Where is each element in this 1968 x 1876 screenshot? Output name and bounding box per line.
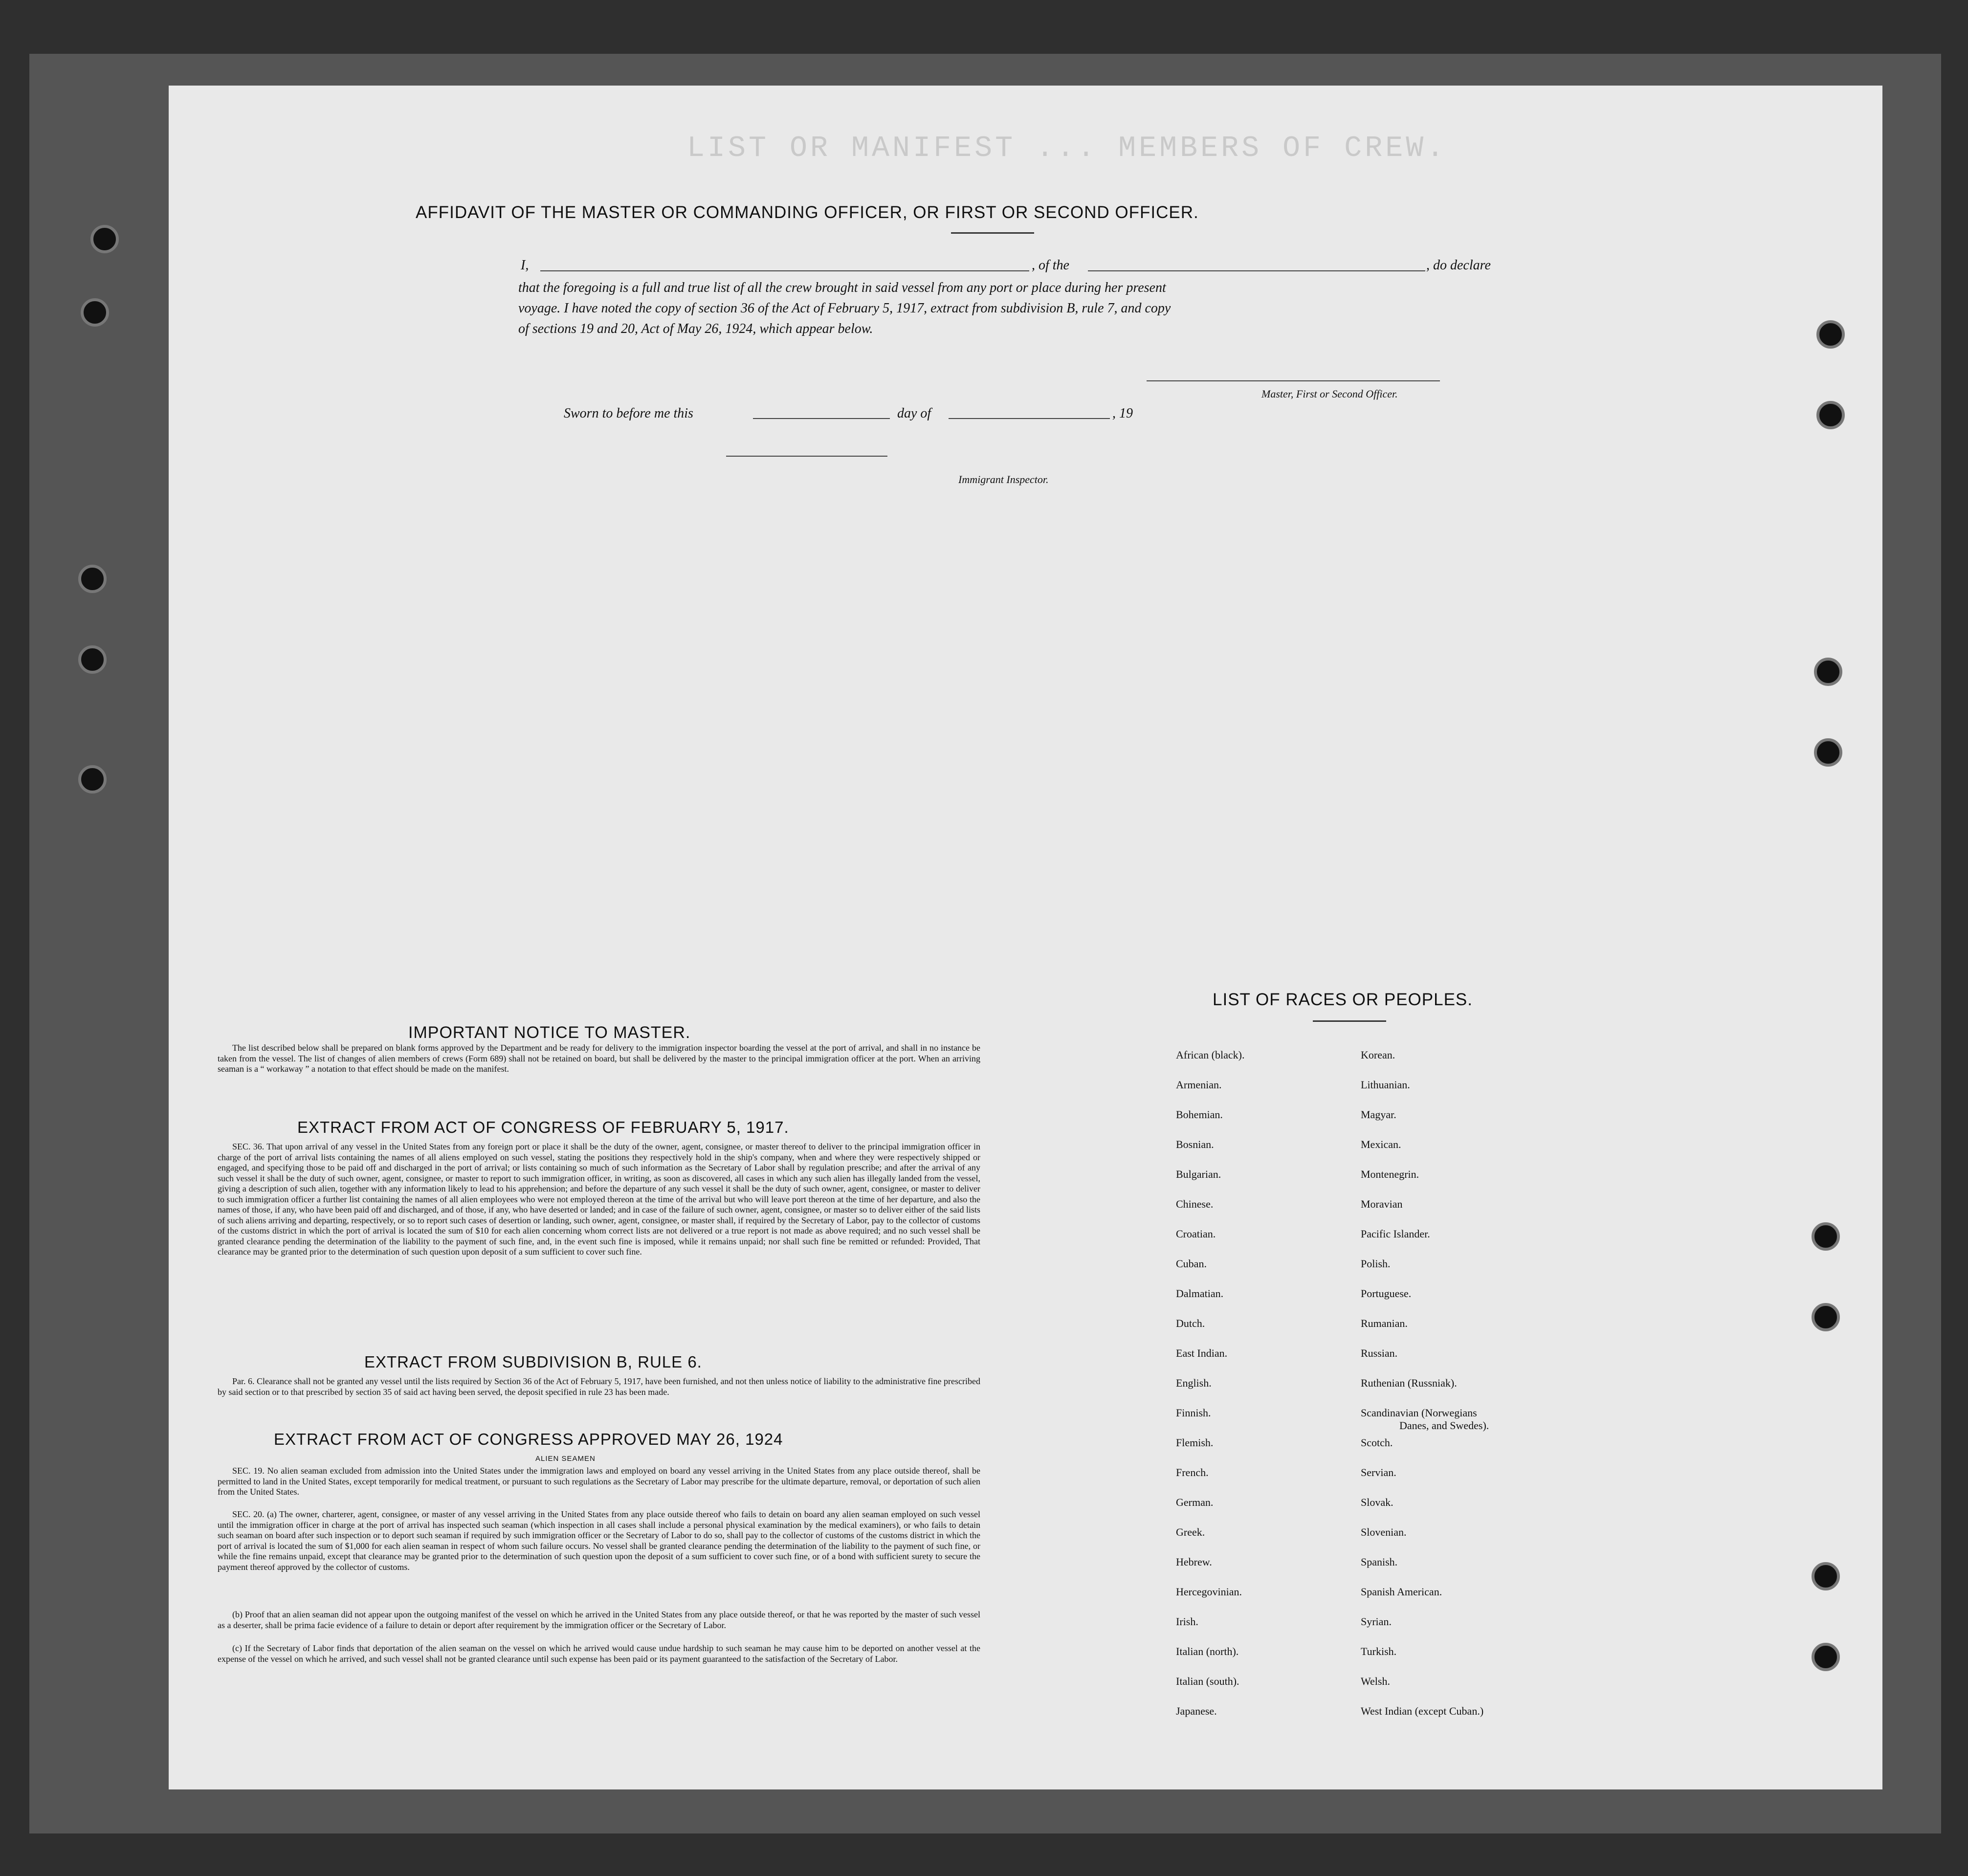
races-divider: [1313, 1020, 1386, 1022]
race-item: Spanish American.: [1361, 1586, 1442, 1598]
race-item: German.: [1176, 1496, 1214, 1508]
race-item: Dalmatian.: [1176, 1287, 1224, 1300]
race-item: Slovenian.: [1361, 1526, 1407, 1538]
binder-hole: [1814, 738, 1842, 767]
binder-hole: [1816, 401, 1845, 429]
bleed-through-text: LIST OR MANIFEST ... MEMBERS OF CREW.: [687, 132, 1447, 165]
extract-1924-title: EXTRACT FROM ACT OF CONGRESS APPROVED MAY 26, 1924: [274, 1430, 783, 1448]
race-item: Bohemian.: [1176, 1108, 1223, 1121]
race-item: Servian.: [1361, 1466, 1396, 1479]
inspector-signature-line: [726, 456, 887, 457]
sworn-day-line: [753, 418, 890, 419]
race-item: Hebrew.: [1176, 1556, 1212, 1568]
sec-20a-body: SEC. 20. (a) The owner, charterer, agent, consignee, or master of any vessel arriving in the United States from any place outside thereof who fails to detain on board any alien seaman employed on such vessel until the immigration officer in charge at the port of arrival has inspected such seaman (which inspection in all cases shall include a personal physical examination by the medical examiners), or who fails to detain such seaman on board after such inspection or to deport such seaman if required by such immigration officer or the Secretary of Labor to do so, shall pay to the collector of customs of the customs district in which the port of arrival is located the sum of $1,000 for each alien seaman in respect of whom such failure occurs. No vessel shall be granted clearance pending the determination of the liability to the payment of such fine, or while the fine remains unpaid, except that clearance may be granted prior to the determination of such question upon the deposit of a sum sufficient to cover such fine, or of a bond with sufficient surety to secure the payment thereof approved by the collector of customs.: [218, 1509, 980, 1572]
race-item: Polish.: [1361, 1258, 1391, 1270]
race-item: English.: [1176, 1377, 1212, 1389]
binder-hole: [1816, 320, 1845, 349]
race-item: Armenian.: [1176, 1079, 1222, 1091]
race-item: Bosnian.: [1176, 1138, 1214, 1150]
affidavit-declare: , do declare: [1426, 258, 1491, 273]
notice-body: The list described below shall be prepared on blank forms approved by the Department and be ready for delivery to the immigration inspector boarding the vessel at the port of arrival, and shall in no instance be taken from the vessel. The list of changes of alien members of crews (Form 689) shall not be retained on board, but shall be delivered by the master to the principal immigration officer at the port. When an arriving seaman is a “ workaway ” a notation to that effect should be made on the manifest.: [218, 1043, 980, 1074]
race-item: Ruthenian (Russniak).: [1361, 1377, 1457, 1389]
sec-20c-body: (c) If the Secretary of Labor finds that deportation of the alien seaman on the vessel on which he arrived would cause undue hardship to such seaman he may cause him to be deported on another vessel at the expense of the vessel on which he arrived, and such vessel shall not be granted clearance until such expense has been paid or its payment guaranteed to the satisfaction of the Secretary of Labor.: [218, 1643, 980, 1664]
race-item: Cuban.: [1176, 1258, 1207, 1270]
name-line: [540, 270, 1029, 271]
race-item: Croatian.: [1176, 1228, 1216, 1240]
race-item: Korean.: [1361, 1049, 1395, 1061]
sec-19-body: SEC. 19. No alien seaman excluded from admission into the United States under the immigration laws and employed on board any vessel arriving in the United States from any place outside thereof, shall be permitted to land in the United States, except temporarily for medical treatment, or pursuant to such regulations as the Secretary of Labor may prescribe for the ultimate departure, removal, or deportation of such alien from the United States.: [218, 1466, 980, 1497]
affidavit-text-line-4: of sections 19 and 20, Act of May 26, 1924, which appear below.: [518, 321, 873, 336]
sec-20b-body: (b) Proof that an alien seaman did not appear upon the outgoing manifest of the vessel on which he arrived in the United States from any place outside thereof, or that he was reported by the master of such vessel as a deserter, shall be prima facie evidence of a failure to detain or deport after requirement by the immigration officer or the Secretary of Labor.: [218, 1610, 980, 1630]
race-item: West Indian (except Cuban.): [1361, 1705, 1484, 1717]
race-item: Pacific Islander.: [1361, 1228, 1430, 1240]
race-item: Moravian: [1361, 1198, 1403, 1210]
affidavit-of-the: , of the: [1032, 258, 1069, 273]
race-item: Montenegrin.: [1361, 1168, 1419, 1180]
race-item: Welsh.: [1361, 1675, 1390, 1687]
race-item: Greek.: [1176, 1526, 1205, 1538]
race-item: East Indian.: [1176, 1347, 1228, 1359]
race-item: Japanese.: [1176, 1705, 1217, 1717]
extract-1917-title: EXTRACT FROM ACT OF CONGRESS OF FEBRUARY 5, 1917.: [297, 1118, 789, 1136]
binder-hole: [78, 765, 107, 794]
races-title: LIST OF RACES OR PEOPLES.: [1213, 990, 1473, 1009]
binder-hole: [1812, 1303, 1840, 1331]
race-item: Lithuanian.: [1361, 1079, 1410, 1091]
alien-seamen-subtitle: ALIEN SEAMEN: [535, 1455, 596, 1463]
master-label: Master, First or Second Officer.: [1261, 388, 1398, 400]
race-item: Russian.: [1361, 1347, 1398, 1359]
race-item: Mexican.: [1361, 1138, 1401, 1150]
extract-1917-body: SEC. 36. That upon arrival of any vessel in the United States from any foreign port or place it shall be the duty of the owner, agent, consignee, or master thereof to deliver to the principal immigration officer in charge of the port of arrival lists containing the names of all aliens employed on such vessel, stating the positions they respectively hold in the ship's company, when and where they were respectively shipped or engaged, and specifying those to be paid off and discharged in the port of arrival; or lists containing so much of such information as the Secretary of Labor shall by regulation prescribe; and after the arrival of any such vessel it shall be the duty of such owner, agent, consignee, or master to report to such immigration officer, in writing, as soon as discovered, all cases in which any such alien has illegally landed from the vessel, giving a description of such alien, together with any information likely to lead to his apprehension; and before the departure of any such vessel it shall be the duty of such owner, agent, consignee, or master to deliver to such immigration officer a further list containing the names of all alien employees who were not employed thereon at the time of the arrival but who will leave port thereon at the time of her departure, and also the names of those, if any, who have been paid off and discharged, and of those, if any, who have deserted or landed; and in case of the failure of such owner, agent, consignee, or master so to deliver either of the said lists of such aliens arriving and departing, respectively, or so to report such cases of desertion or landing, such owner, agent, consignee, or master shall, if required by the Secretary of Labor, pay to the collector of customs of the customs district in which the port of arrival is located the sum of $10 for each alien concerning whom correct lists are not delivered or a true report is not made as above required; and no such vessel shall be granted clearance pending the determination of the liability to the payment of such fine, and, in the event such fine is imposed, while it remains unpaid; nor shall such fine be remitted or refunded: Provided, That clearance may be granted prior to the determination of such question upon deposit of a sum sufficient to cover such fine.: [218, 1142, 980, 1257]
sworn-label: Sworn to before me this: [564, 406, 693, 421]
binder-hole: [90, 225, 119, 253]
vessel-line: [1088, 270, 1425, 271]
binder-hole: [78, 645, 107, 674]
race-item: Turkish.: [1361, 1645, 1397, 1657]
day-of-label: day of: [897, 406, 931, 421]
year-label: , 19: [1112, 406, 1133, 421]
binder-hole: [1814, 658, 1842, 686]
race-scandinavian-continuation: Danes, and Swedes).: [1399, 1419, 1489, 1432]
race-item: Scotch.: [1361, 1436, 1393, 1449]
race-item: Finnish.: [1176, 1407, 1211, 1419]
binder-hole: [1812, 1562, 1840, 1590]
binder-hole: [78, 565, 107, 593]
race-item: Flemish.: [1176, 1436, 1214, 1449]
affidavit-text-line-3: voyage. I have noted the copy of section 36 of the Act of February 5, 1917, extract from subdivision B, rule 7, and copy: [518, 301, 1171, 316]
affidavit-i: I,: [521, 258, 529, 273]
race-item: Hercegovinian.: [1176, 1586, 1242, 1598]
race-item: Slovak.: [1361, 1496, 1393, 1508]
notice-title: IMPORTANT NOTICE TO MASTER.: [408, 1023, 691, 1042]
race-item: Portuguese.: [1361, 1287, 1412, 1300]
race-item: Magyar.: [1361, 1108, 1396, 1121]
subdivision-b-body: Par. 6. Clearance shall not be granted any vessel until the lists required by Section 36 of the Act of February 5, 1917, have been furnished, and not then unless notice of liability to the administrative fine prescribed by said section or to that prescribed by section 35 of said act having been served, the deposit specified in rule 23 has been made.: [218, 1376, 980, 1397]
race-item: Bulgarian.: [1176, 1168, 1221, 1180]
binder-hole: [1812, 1222, 1840, 1251]
inspector-label: Immigrant Inspector.: [958, 473, 1049, 486]
month-line: [949, 418, 1110, 419]
race-item: Irish.: [1176, 1615, 1198, 1628]
race-item: Syrian.: [1361, 1615, 1392, 1628]
race-item: Rumanian.: [1361, 1317, 1408, 1329]
binder-hole: [81, 298, 109, 327]
race-item: French.: [1176, 1466, 1209, 1479]
subdivision-b-title: EXTRACT FROM SUBDIVISION B, RULE 6.: [364, 1353, 702, 1371]
race-item: Scandinavian (Norwegians: [1361, 1407, 1477, 1419]
title-divider: [951, 232, 1034, 234]
race-item: Spanish.: [1361, 1556, 1398, 1568]
master-signature-line: [1147, 380, 1440, 381]
affidavit-text-line-2: that the foregoing is a full and true list of all the crew brought in said vessel from any port or place during her present: [518, 280, 1166, 295]
binder-hole: [1812, 1643, 1840, 1671]
form-page: [169, 86, 1882, 1789]
affidavit-title: AFFIDAVIT OF THE MASTER OR COMMANDING OFFICER, OR FIRST OR SECOND OFFICER.: [416, 203, 1199, 222]
race-item: Italian (north).: [1176, 1645, 1239, 1657]
race-item: Chinese.: [1176, 1198, 1214, 1210]
race-item: Italian (south).: [1176, 1675, 1239, 1687]
race-item: Dutch.: [1176, 1317, 1205, 1329]
race-item: African (black).: [1176, 1049, 1245, 1061]
